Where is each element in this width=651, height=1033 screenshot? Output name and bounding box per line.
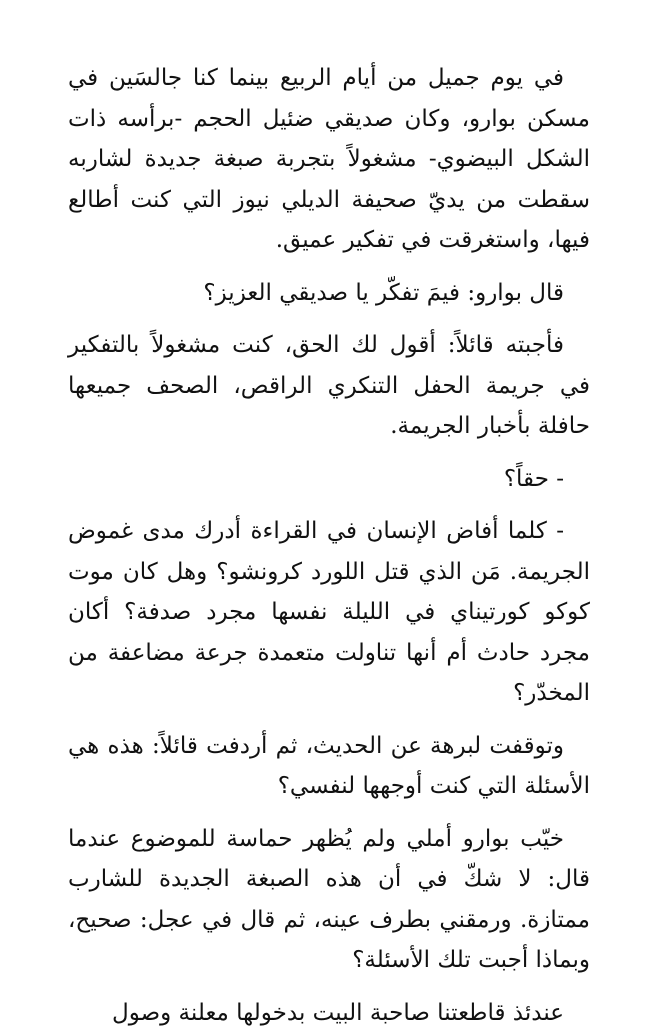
paragraph-really: - حقاً؟ [68,459,590,500]
paragraph-poirot-disappoints: خيّب بوارو أملي ولم يُظهر حماسة للموضوع عندما قال: لا شكّ في أن هذه الصبغة الجديدة للشارب ممتازة. ورمقني بطرف عينه، ثم قال في عجل: صحيح، وبماذا أجبت تلك الأسئلة؟ [68,819,590,981]
paragraph-pause: وتوقفت لبرهة عن الحديث، ثم أردفت قائلاً: هذه هي الأسئلة التي كنت أوجهها لنفسي؟ [68,726,590,807]
paragraph-poirot-question: قال بوارو: فيمَ تفكّر يا صديقي العزيز؟ [68,273,590,314]
paragraph-narrator-answer: فأجبته قائلاً: أقول لك الحق، كنت مشغولاً بالتفكير في جريمة الحفل التنكري الراقص، الصحف جميعها حافلة بأخبار الجريمة. [68,325,590,447]
paragraph-mystery-questions: - كلما أفاض الإنسان في القراءة أدرك مدى غموض الجريمة. مَن الذي قتل اللورد كرونشو؟ وهل كان موت كوكو كورتيناي في الليلة نفسها مجرد صدفة؟ أكان مجرد حادث أم أنها تناولت متعمدة جرعة مضاعفة من المخدّر؟ [68,511,590,714]
paragraph-landlady-interrupts: عندئذ قاطعتنا صاحبة البيت بدخولها معلنة وصول [68,993,590,1033]
paragraph-opening: في يوم جميل من أيام الربيع بينما كنا جالسَين في مسكن بوارو، وكان صديقي ضئيل الحجم -برأسه ذات الشكل البيضوي- مشغولاً بتجربة صبغة جديدة لشاربه سقطت من يديّ صحيفة الديلي نيوز التي كنت أطالع فيها، واستغرقت في تفكير عميق. [68,58,590,261]
book-page [68,58,590,1033]
